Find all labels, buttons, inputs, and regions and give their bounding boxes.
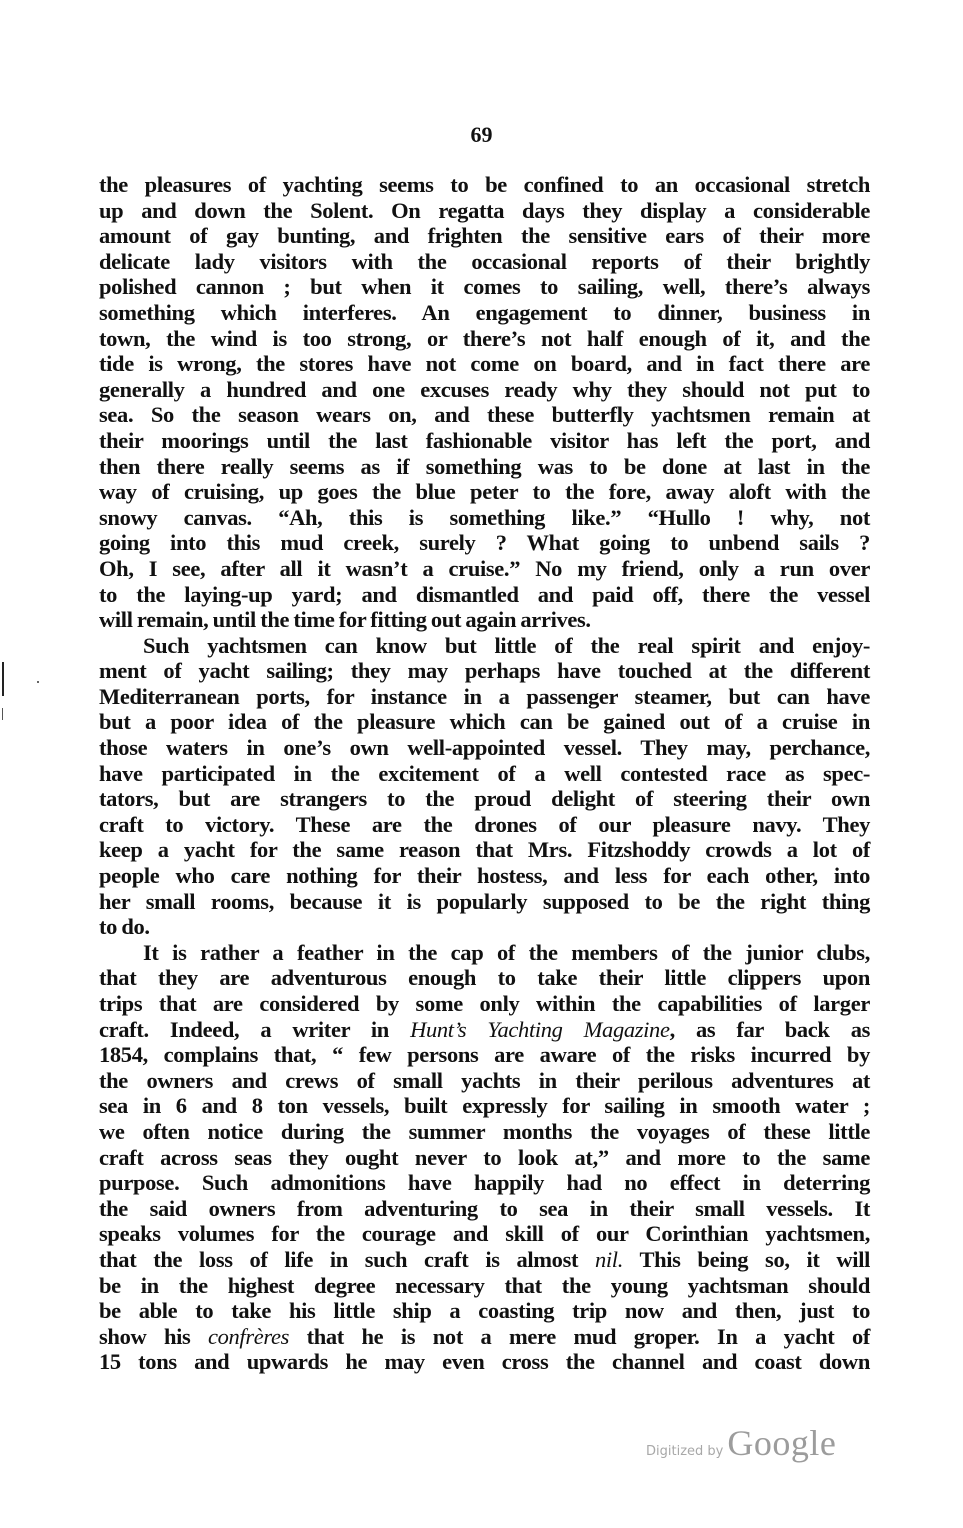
text-line: Oh, I see, after all it wasn’t a cruise.” No my friend, only a run over bbox=[99, 555, 870, 581]
text-line-with-italic bbox=[99, 1324, 870, 1350]
text-line: keep a yacht for the same reason that Mrs. Fitzshoddy crowds a lot of bbox=[99, 837, 870, 863]
text-segment: This being so, it will bbox=[622, 1246, 871, 1272]
text-line: their moorings until the last fashionable visitor has left the port, and bbox=[99, 427, 870, 453]
text-line: up and down the Solent. On regatta days they display a considerable bbox=[99, 197, 870, 223]
italic-title: Hunt’s Yachting Magazine bbox=[410, 1016, 670, 1042]
page-number: 69 bbox=[470, 122, 493, 147]
text-line: be able to take his little ship a coasting trip now and then, just to bbox=[99, 1298, 870, 1324]
text-segment: that he is not a mere mud groper. In a yacht of bbox=[289, 1323, 870, 1349]
text-line: purpose. Such admonitions have happily had no effect in deterring bbox=[99, 1170, 870, 1196]
text-line: 15 tons and upwards he may even cross the channel and coast down bbox=[99, 1349, 870, 1375]
text-line: delicate lady visitors with the occasional reports of their brightly bbox=[99, 248, 870, 274]
text-line: Mediterranean ports, for instance in a passenger steamer, but can have bbox=[99, 683, 870, 709]
text-line: people who care nothing for their hostess, and less for each other, into bbox=[99, 863, 870, 889]
italic-word: confrères bbox=[208, 1323, 289, 1349]
text-line: ment of yacht sailing; they may perhaps have touched at the different bbox=[99, 658, 870, 684]
text-line: something which interferes. An engagement to dinner, business in bbox=[99, 299, 870, 325]
text-segment: craft. Indeed, a writer in bbox=[99, 1016, 411, 1042]
text-line: going into this mud creek, surely ? What going to unbend sails ? bbox=[99, 530, 870, 556]
text-line: the owners and crews of small yachts in their perilous adventures at bbox=[99, 1067, 870, 1093]
google-logo-text: Google bbox=[727, 1423, 837, 1463]
text-line: the said owners from adventuring to sea in their small vessels. It bbox=[99, 1195, 870, 1221]
scan-artifact-dot bbox=[37, 681, 39, 683]
scan-margin-marks bbox=[0, 660, 60, 730]
text-line: those waters in one’s own well-appointed vessel. They may, perchance, bbox=[99, 735, 870, 761]
text-line: sea. So the season wears on, and these butterfly yachtsmen remain at bbox=[99, 402, 870, 428]
text-line: then there really seems as if something was to be done at last in the bbox=[99, 453, 870, 479]
text-line: that they are adventurous enough to take their little clippers upon bbox=[99, 965, 870, 991]
text-line-with-italic bbox=[99, 1247, 870, 1273]
text-line: tide is wrong, the stores have not come on board, and in fact there are bbox=[99, 351, 870, 377]
text-segment: show his bbox=[99, 1323, 208, 1349]
text-line: be in the highest degree necessary that the young yachtsman should bbox=[99, 1272, 870, 1298]
paragraph-start-line: Such yachtsmen can know but little of the real spirit and enjoy- bbox=[143, 632, 870, 658]
text-line: have participated in the excitement of a well contested race as spec- bbox=[99, 760, 870, 786]
text-line: sea in 6 and 8 ton vessels, built expressly for sailing in smooth water ; bbox=[99, 1093, 870, 1119]
text-line-with-italic bbox=[99, 1017, 870, 1043]
text-line: we often notice during the summer months the voyages of these little bbox=[99, 1118, 870, 1144]
text-line: town, the wind is too strong, or there’s not half enough of it, and the bbox=[99, 325, 870, 351]
text-line: tators, but are strangers to the proud delight of steering their own bbox=[99, 786, 870, 812]
italic-word: nil. bbox=[595, 1246, 623, 1272]
text-line: way of cruising, up goes the blue peter to the fore, away aloft with the bbox=[99, 479, 870, 505]
body-text bbox=[99, 172, 870, 1375]
digitized-by-google-watermark bbox=[646, 1422, 836, 1464]
text-line: generally a hundred and one excuses ready why they should not put to bbox=[99, 376, 870, 402]
text-line: 1854, complains that, “ few persons are aware of the risks incurred by bbox=[99, 1042, 870, 1068]
text-line: will remain, until the time for fitting out again arrives. bbox=[99, 607, 591, 633]
scan-artifact-line bbox=[2, 708, 3, 720]
text-segment: , as far back as bbox=[669, 1016, 871, 1042]
text-line: but a poor idea of the pleasure which can be gained out of a cruise in bbox=[99, 709, 870, 735]
text-segment: that the loss of life in such craft is almost bbox=[99, 1246, 595, 1272]
text-line: polished cannon ; but when it comes to sailing, well, there’s always bbox=[99, 274, 870, 300]
text-line: to the laying-up yard; and dismantled and paid off, there the vessel bbox=[99, 581, 870, 607]
text-line: craft to victory. These are the drones of our pleasure navy. They bbox=[99, 811, 870, 837]
text-line: amount of gay bunting, and frighten the sensitive ears of their more bbox=[99, 223, 870, 249]
scan-artifact-line bbox=[2, 662, 4, 696]
watermark-prefix: Digitized by bbox=[646, 1444, 724, 1459]
text-line: snowy canvas. “Ah, this is something like.” “Hullo ! why, not bbox=[99, 504, 870, 530]
text-line: to do. bbox=[99, 914, 150, 940]
text-line: trips that are considered by some only within the capabilities of larger bbox=[99, 991, 870, 1016]
text-line: her small rooms, because it is popularly supposed to be the right thing bbox=[99, 888, 870, 914]
text-line: the pleasures of yachting seems to be confined to an occasional stretch bbox=[99, 172, 870, 197]
text-line: craft across seas they ought never to look at,” and more to the same bbox=[99, 1144, 870, 1170]
text-line: speaks volumes for the courage and skill of our Corinthian yachtsmen, bbox=[99, 1221, 870, 1247]
paragraph-start-line: It is rather a feather in the cap of the members of the junior clubs, bbox=[143, 939, 870, 965]
